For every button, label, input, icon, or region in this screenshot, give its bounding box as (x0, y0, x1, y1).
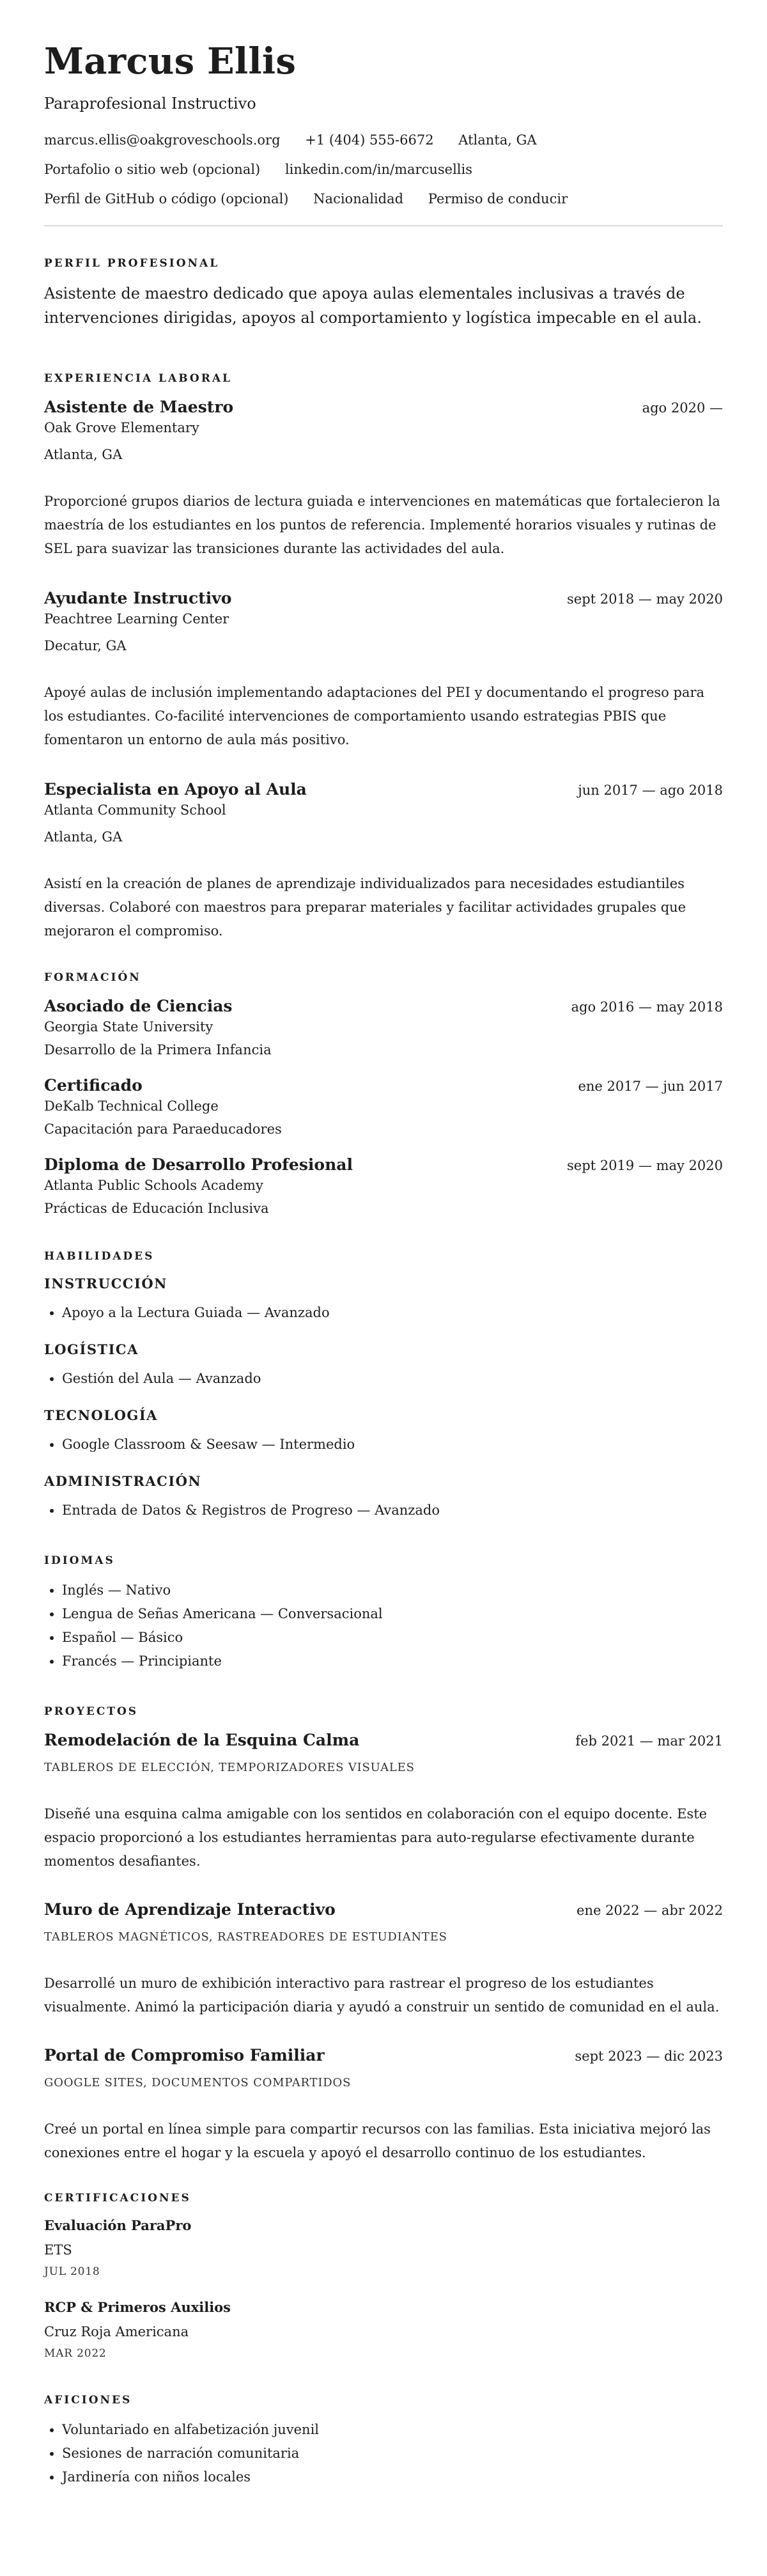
education-entry (44, 1075, 723, 1139)
project-tags: TABLEROS MAGNÉTICOS, RASTREADORES DE ESTUDIANTES (44, 1930, 447, 1944)
experience-org: Oak Grove Elementary (44, 420, 199, 435)
skill-group (44, 1274, 723, 1325)
skills-title: HABILIDADES (44, 1250, 155, 1263)
contact-phone[interactable]: +1 (404) 555-6672 (305, 132, 434, 148)
project-entry-head (44, 1899, 723, 1921)
hobbies-section (44, 2393, 723, 2489)
skill-group-title: INSTRUCCIÓN (44, 1276, 167, 1292)
experience-date: ago 2020 — (642, 400, 723, 416)
language-list (44, 1579, 723, 1673)
contact-line-3 (44, 189, 723, 208)
project-entry-head (44, 2045, 723, 2066)
experience-description: Asistí en la creación de planes de aprendizaje individualizados para necesidades estudiantiles diversas. Colaboré con maestros para preparar materiales y facilitar actividades grupales que mejoraron el compromiso. (44, 876, 686, 939)
education-field: Prácticas de Educación Inclusiva (44, 1201, 269, 1216)
experience-entry-head (44, 396, 723, 418)
education-entry-head (44, 1075, 723, 1097)
project-description: Desarrollé un muro de exhibición interactivo para rastrear el progreso de los estudiantes visualmente. Animó la participación diaria y ayudó a construir un sentido de comunidad en el aula. (44, 1976, 720, 2015)
skill-group-title: LOGÍSTICA (44, 1341, 139, 1357)
languages-title: IDIOMAS (44, 1554, 115, 1567)
summary-text: Asistente de maestro dedicado que apoya aulas elementales inclusivas a través de intervenciones dirigidas, apoyos al comportamiento y logística impecable en el aula. (44, 285, 702, 327)
project-description: Creé un portal en línea simple para compartir recursos con las familias. Esta iniciativa mejoró las conexiones entre el hogar y la escuela y apoyó el desarrollo continuo de los estudiantes. (44, 2121, 711, 2160)
hobby-item: • Jardinería con niños locales (62, 2465, 723, 2489)
skill-item: • Google Classroom & Seesaw — Intermedio (62, 1433, 723, 1456)
contact-nationality: Nacionalidad (313, 191, 404, 207)
project-date: sept 2023 — dic 2023 (575, 2049, 723, 2064)
hobby-list (44, 2418, 723, 2489)
contact-email[interactable]: marcus.ellis@oakgroveschools.org (44, 132, 281, 148)
skill-group (44, 1406, 723, 1456)
education-degree: Diploma de Desarrollo Profesional (44, 1155, 353, 1174)
certification-date: MAR 2022 (44, 2347, 107, 2360)
contact-location: Atlanta, GA (458, 132, 537, 148)
project-name: Muro de Aprendizaje Interactivo (44, 1900, 336, 1919)
certification-issuer: ETS (44, 2242, 72, 2258)
education-field: Capacitación para Paraeducadores (44, 1121, 282, 1137)
education-school: Atlanta Public Schools Academy (44, 1178, 263, 1193)
contact-github[interactable]: Perfil de GitHub o código (opcional) (44, 191, 289, 207)
skill-item: • Apoyo a la Lectura Guiada — Avanzado (62, 1301, 723, 1325)
education-date: ene 2017 — jun 2017 (578, 1079, 723, 1094)
certification-entry (44, 2216, 723, 2280)
education-entry (44, 1154, 723, 1218)
experience-location: Decatur, GA (44, 638, 127, 653)
contact-line-1 (44, 130, 723, 150)
experience-date: jun 2017 — ago 2018 (578, 783, 723, 798)
candidate-name: Marcus Ellis (44, 40, 297, 82)
language-item: • Español — Básico (62, 1626, 723, 1650)
education-date: sept 2019 — may 2020 (567, 1158, 723, 1173)
experience-entry (44, 396, 723, 561)
skill-list (44, 1301, 723, 1325)
experience-location: Atlanta, GA (44, 447, 123, 462)
experience-entry (44, 588, 723, 752)
projects-section (44, 1704, 723, 2165)
project-entry (44, 2045, 723, 2165)
candidate-headline: Paraprofesional Instructivo (44, 95, 256, 113)
experience-org: Atlanta Community School (44, 802, 226, 818)
education-section (44, 970, 723, 1218)
project-date: ene 2022 — abr 2022 (577, 1903, 723, 1918)
education-entry (44, 995, 723, 1059)
education-degree: Asociado de Ciencias (44, 997, 233, 1015)
project-entry (44, 1899, 723, 2019)
certification-entry (44, 2298, 723, 2362)
education-field: Desarrollo de la Primera Infancia (44, 1042, 272, 1058)
contact-linkedin[interactable]: linkedin.com/in/marcusellis (284, 162, 473, 177)
project-entry (44, 1729, 723, 1873)
experience-date: sept 2018 — may 2020 (567, 591, 723, 607)
education-school: Georgia State University (44, 1019, 213, 1034)
skill-item: • Gestión del Aula — Avanzado (62, 1367, 723, 1391)
hobby-item: • Voluntariado en alfabetización juvenil (62, 2418, 723, 2442)
contact-line-2 (44, 160, 723, 179)
projects-title: PROYECTOS (44, 1705, 139, 1718)
experience-entry-head (44, 588, 723, 609)
experience-description: Apoyé aulas de inclusión implementando adaptaciones del PEI y documentando el progreso para los estudiantes. Co-facilité intervenciones de comportamiento usando estrategias PBIS que fomentaron un entorno de aula más positivo. (44, 685, 704, 747)
summary-section (44, 256, 723, 330)
resume-header (44, 41, 723, 208)
certification-issuer: Cruz Roja Americana (44, 2324, 189, 2339)
skills-section (44, 1249, 723, 1522)
contact-portfolio[interactable]: Portafolio o sitio web (opcional) (44, 162, 261, 177)
experience-entry (44, 779, 723, 943)
certifications-title: CERTIFICACIONES (44, 2192, 191, 2205)
language-item: • Lengua de Señas Americana — Conversacional (62, 1602, 723, 1626)
education-degree: Certificado (44, 1076, 143, 1095)
languages-section (44, 1553, 723, 1673)
certification-name: RCP & Primeros Auxilios (44, 2299, 231, 2315)
experience-description: Proporcioné grupos diarios de lectura guiada e intervenciones en matemáticas que fortalecieron la maestría de los estudiantes en los puntos de referencia. Implementé horarios visuales y rutinas de SEL para suavizar las transiciones durante las actividades del aula. (44, 494, 720, 556)
education-title: FORMACIÓN (44, 971, 141, 984)
skill-list (44, 1433, 723, 1456)
header-divider (44, 225, 723, 226)
certifications-section (44, 2190, 723, 2362)
education-date: ago 2016 — may 2018 (571, 999, 723, 1015)
experience-org: Peachtree Learning Center (44, 611, 229, 627)
project-entry-head (44, 1729, 723, 1751)
project-tags: TABLEROS DE ELECCIÓN, TEMPORIZADORES VISUALES (44, 1761, 415, 1774)
experience-section (44, 371, 723, 943)
language-item: • Francés — Principiante (62, 1650, 723, 1673)
skill-list (44, 1499, 723, 1522)
experience-role: Asistente de Maestro (44, 398, 234, 416)
certification-date: JUL 2018 (44, 2265, 100, 2278)
skill-group (44, 1472, 723, 1522)
project-name: Remodelación de la Esquina Calma (44, 1731, 360, 1749)
project-description: Diseñé una esquina calma amigable con los sentidos en colaboración con el equipo docente. Este espacio proporcionó a los estudiantes herramientas para auto-regularse efectivamente durante momentos desafiantes. (44, 1806, 708, 1869)
experience-location: Atlanta, GA (44, 829, 123, 845)
education-entry-head (44, 995, 723, 1017)
hobbies-title: AFICIONES (44, 2394, 132, 2407)
education-entry-head (44, 1154, 723, 1176)
certification-name: Evaluación ParaPro (44, 2217, 192, 2233)
experience-role: Ayudante Instructivo (44, 589, 232, 607)
project-date: feb 2021 — mar 2021 (575, 1733, 723, 1749)
education-school: DeKalb Technical College (44, 1098, 219, 1114)
skill-item: • Entrada de Datos & Registros de Progreso — Avanzado (62, 1499, 723, 1522)
contact-license: Permiso de conducir (428, 191, 568, 207)
experience-role: Especialista en Apoyo al Aula (44, 780, 307, 799)
project-name: Portal de Compromiso Familiar (44, 2046, 325, 2065)
language-item: • Inglés — Nativo (62, 1579, 723, 1602)
hobby-item: • Sesiones de narración comunitaria (62, 2442, 723, 2465)
experience-entry-head (44, 779, 723, 800)
skill-group-title: ADMINISTRACIÓN (44, 1473, 202, 1489)
experience-title: EXPERIENCIA LABORAL (44, 372, 232, 385)
skill-group-title: TECNOLOGÍA (44, 1407, 158, 1423)
summary-title: PERFIL PROFESIONAL (44, 257, 220, 270)
skill-group (44, 1340, 723, 1391)
skill-list (44, 1367, 723, 1391)
project-tags: GOOGLE SITES, DOCUMENTOS COMPARTIDOS (44, 2076, 352, 2089)
